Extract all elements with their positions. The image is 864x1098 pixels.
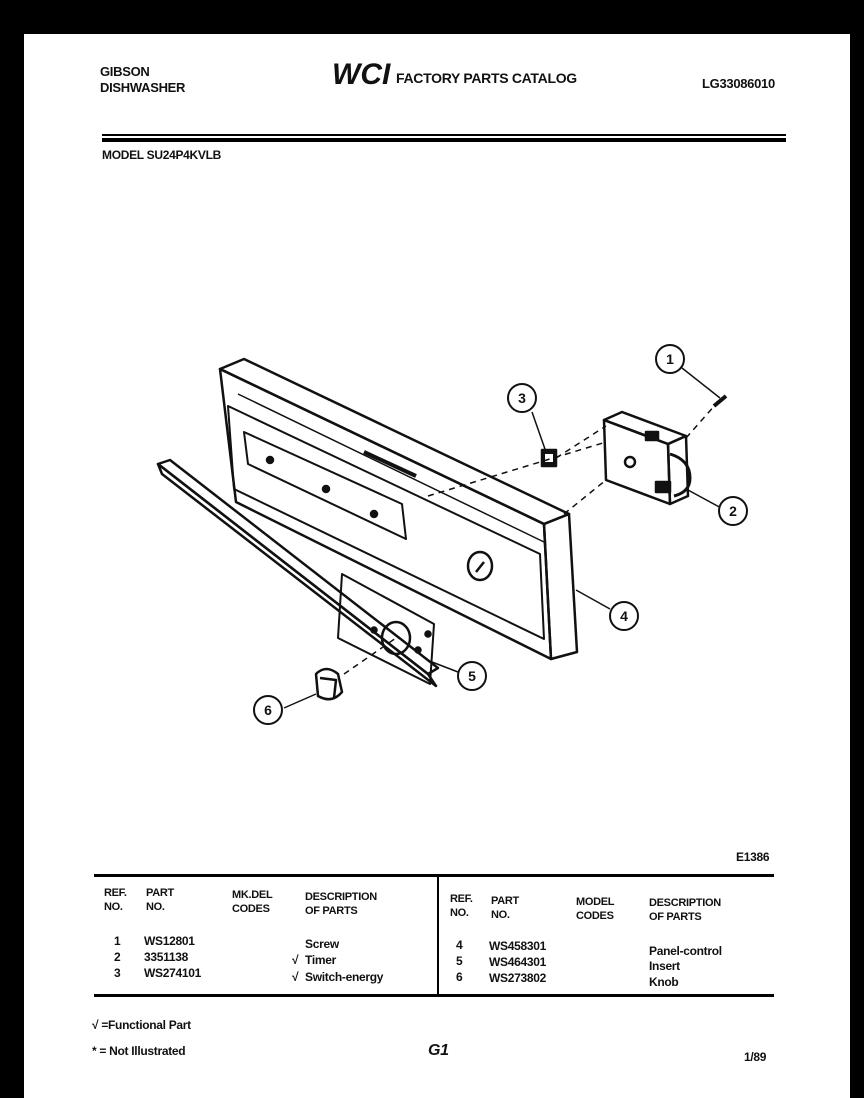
row-part: WS273802 xyxy=(489,971,546,985)
row-functional-mark: √ xyxy=(292,953,299,967)
row-ref: 6 xyxy=(456,970,463,984)
header-part-right: PART NO. xyxy=(491,895,519,921)
row-part: WS274101 xyxy=(144,966,201,980)
table-rule-bottom xyxy=(94,994,774,997)
callout-label-6: 6 xyxy=(264,702,272,718)
row-part: WS12801 xyxy=(144,934,195,948)
table-rule-top xyxy=(94,874,774,877)
knob-part xyxy=(316,669,342,699)
row-functional-mark: √ xyxy=(292,970,299,984)
row-part: WS464301 xyxy=(489,955,546,969)
header-desc-left: DESCRIPTION OF PARTS xyxy=(305,891,377,917)
insert-part xyxy=(158,460,438,686)
row-desc: Insert xyxy=(649,959,680,973)
page-mark: G1 xyxy=(428,1042,449,1059)
callout-label-1: 1 xyxy=(666,351,674,367)
header-mk-left: MK.DEL CODES xyxy=(232,889,273,915)
row-ref: 1 xyxy=(114,934,121,948)
assembly-lines xyxy=(344,404,716,674)
catalog-date: 1/89 xyxy=(744,1050,767,1064)
row-desc: Switch-energy xyxy=(305,970,384,984)
legend-not-illustrated: * = Not Illustrated xyxy=(92,1044,186,1058)
row-desc: Knob xyxy=(649,975,679,989)
row-ref: 2 xyxy=(114,950,121,964)
row-desc: Panel-control xyxy=(649,944,722,958)
header-model-right: MODEL CODES xyxy=(576,896,615,922)
figure-code: E1386 xyxy=(736,850,770,864)
row-ref: 3 xyxy=(114,966,121,980)
header-desc-right: DESCRIPTION OF PARTS xyxy=(649,897,721,923)
callout-leaders xyxy=(284,368,723,708)
callout-label-5: 5 xyxy=(468,668,476,684)
switch-part xyxy=(542,450,556,466)
header-ref-right: REF. NO. xyxy=(450,893,473,919)
catalog-code: LG33086010 xyxy=(702,76,775,91)
product-name: DISHWASHER xyxy=(100,80,186,95)
header-part-left: PART NO. xyxy=(146,887,174,913)
exploded-diagram xyxy=(24,34,850,814)
brand-name: GIBSON xyxy=(100,64,150,79)
callout-label-3: 3 xyxy=(518,390,526,406)
model-line: MODEL SU24P4KVLB xyxy=(102,148,222,162)
row-desc: Screw xyxy=(305,937,339,951)
row-part: 3351138 xyxy=(144,950,188,964)
row-desc: Timer xyxy=(305,953,336,967)
row-ref: 5 xyxy=(456,954,463,968)
catalog-page xyxy=(24,34,850,1098)
legend-functional: √ =Functional Part xyxy=(92,1018,191,1032)
timer-part xyxy=(604,412,690,504)
row-ref: 4 xyxy=(456,938,463,952)
callout-label-2: 2 xyxy=(729,503,737,519)
callout-label-4: 4 xyxy=(620,608,628,624)
header-ref-left: REF. NO. xyxy=(104,887,127,913)
row-part: WS458301 xyxy=(489,939,546,953)
table-divider xyxy=(437,877,439,994)
catalog-title: FACTORY PARTS CATALOG xyxy=(396,70,577,86)
wci-logo-text: WCI xyxy=(332,58,391,90)
